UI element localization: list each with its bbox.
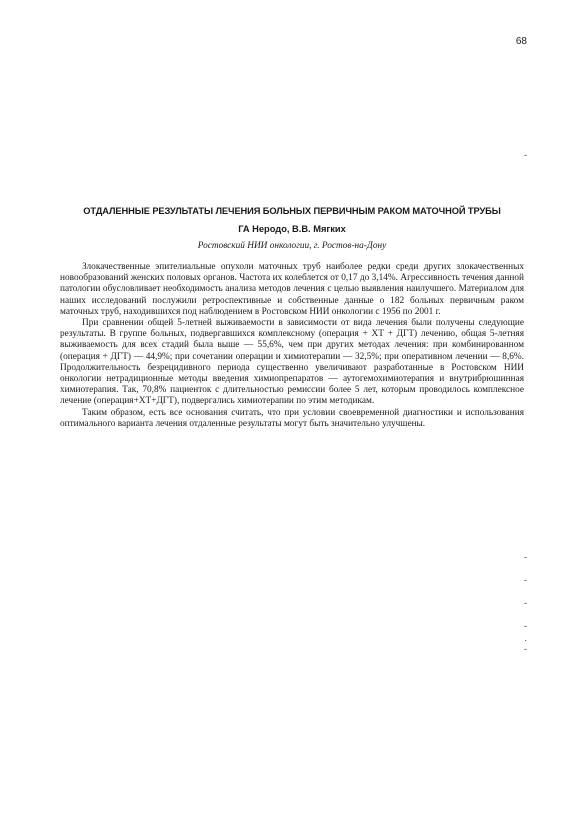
article-paragraph: При сравнении общей 5-летней выживаемости в зависимости от вида лечения были получены следующие результаты. В группе больных, подвергавшихся комплексному (операция + ХТ + ДГТ) лечению, общая 5-летняя выживаемость для всех стадий была выше — 55,6%, чем при других методах лечения: при комбинированном (операция + ДГТ) — 44,9%; при сочетании операции и химиотерапии — 32,5%; при оперативном лечении — 8,6%. Продолжительность безрецидивного периода существенно увеличивают разработанные в Ростовском НИИ онкологии нетрадиционные методы введения химиопрепаратов — аутогемохимиотерапия и внутрибрюшинная химиотерапия. Так, 70,8% пациенток с длительностью ремиссии более 5 лет, которым проводилось комплексное лечение (операция+ХТ+ДГТ), подвергались химиотерапии по этим методикам. <box>60 318 524 407</box>
margin-mark: - <box>524 644 527 654</box>
margin-mark: - <box>524 552 527 562</box>
article-title: ОТДАЛЕННЫЕ РЕЗУЛЬТАТЫ ЛЕЧЕНИЯ БОЛЬНЫХ ПЕРВИЧНЫМ РАКОМ МАТОЧНОЙ ТРУБЫ <box>83 206 501 216</box>
article-paragraph: Таким образом, есть все основания считать, что при условии своевременной диагностики и использования оптимального варианта лечения отдаленные результаты могут быть значительно улучшены. <box>60 407 524 429</box>
article-affiliation: Ростовский НИИ онкологии, г. Ростов-на-Дону <box>197 241 387 251</box>
margin-mark: - <box>524 575 527 585</box>
article-paragraph: Злокачественные эпителиальные опухоли маточных труб наиболее редки среди других злокачественных новообразований женских половых органов. Частота их колеблется от 0,17 до 3,14%. Агрессивность течения данной патологии обусловливает необходимость анализа методов лечения с целью выявления наилучшего. Материалом для наших исследований послужили ретроспективные и собственные данные о 182 больных первичным раком маточных труб, находившихся под наблюдением в Ростовском НИИ онкологии с 1956 по 2001 г. <box>60 262 524 317</box>
article-authors: ГА Неродо, В.В. Мягких <box>238 224 346 234</box>
margin-mark: - <box>524 150 527 160</box>
margin-mark: - <box>524 621 527 631</box>
article <box>60 205 524 430</box>
page-number: 68 <box>515 36 527 47</box>
margin-mark: - <box>524 598 527 608</box>
margin-mark: . <box>524 633 527 643</box>
article-body <box>60 262 524 430</box>
